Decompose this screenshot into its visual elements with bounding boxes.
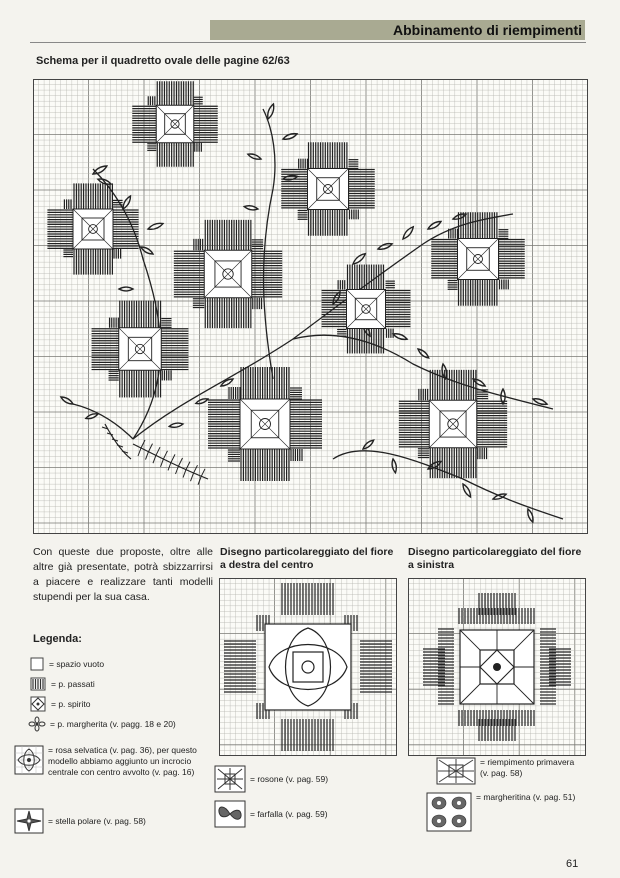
spirit-stitch-icon — [30, 696, 46, 712]
legend-title: Legenda: — [33, 633, 82, 645]
legend-item-wild-rose — [14, 745, 214, 778]
detail-left-title: Disegno particolareggiato del fiore a sinistra — [408, 546, 582, 571]
page-section-title: Abbinamento di riempimenti — [392, 22, 582, 38]
header-divider — [30, 42, 586, 43]
legend-label: = farfalla (v. pag. 59) — [250, 808, 328, 819]
legend-label: = stella polare (v. pag. 58) — [48, 815, 146, 826]
legend-item-spirit — [30, 696, 210, 712]
legend-label: = riempimento primavera (v. pag. 58) — [480, 757, 575, 778]
wild-rose-icon — [14, 745, 44, 775]
embroidery-chart — [33, 79, 588, 534]
legend-label: = spazio vuoto — [49, 658, 105, 669]
legend-label: = p. spirito — [51, 698, 91, 709]
detail-left-legend-spring — [436, 757, 586, 785]
detail-right-title: Disegno particolareggiato del fiore a destra del centro — [220, 546, 394, 571]
legend-item-empty — [30, 657, 210, 671]
legend-label: = p. margherita (v. pagg. 18 e 20) — [50, 718, 176, 729]
intro-text: Con queste due proposte, oltre alle altre già presentate, potrà sbizzarrirsi a piacere e realizzare tanti modelli stupendi per la sua casa. — [33, 546, 213, 603]
daisy-stitch-icon — [28, 716, 46, 732]
pole-star-icon — [14, 808, 44, 834]
legend-label: = rosone (v. pag. 59) — [250, 773, 329, 784]
satin-stitch-icon — [30, 677, 46, 691]
legend-label: = rosa selvatica (v. pag. 36), per questo modello abbiamo aggiunto un incrocio centrale con centro avvolto (v. pag. 16) — [48, 745, 197, 777]
detail-right-chart — [219, 578, 397, 756]
legend-item-satin — [30, 677, 210, 691]
schema-title: Schema per il quadretto ovale delle pagine 62/63 — [36, 55, 290, 67]
detail-left-legend-daisy — [426, 792, 586, 832]
spring-filling-icon — [436, 757, 476, 785]
empty-square-icon — [30, 657, 44, 671]
small-daisy-icon — [426, 792, 472, 832]
rosette-icon — [214, 765, 246, 793]
legend-item-pole-star — [14, 808, 214, 834]
legend-item-daisy — [28, 716, 218, 732]
page-number: 61 — [566, 858, 579, 870]
detail-right-legend-butterfly — [214, 800, 394, 828]
legend-label: = margheritina (v. pag. 51) — [476, 792, 576, 802]
butterfly-icon — [214, 800, 246, 828]
detail-left-chart — [408, 578, 586, 756]
detail-right-legend-rosette — [214, 765, 394, 793]
legend-label: = p. passati — [51, 678, 95, 689]
